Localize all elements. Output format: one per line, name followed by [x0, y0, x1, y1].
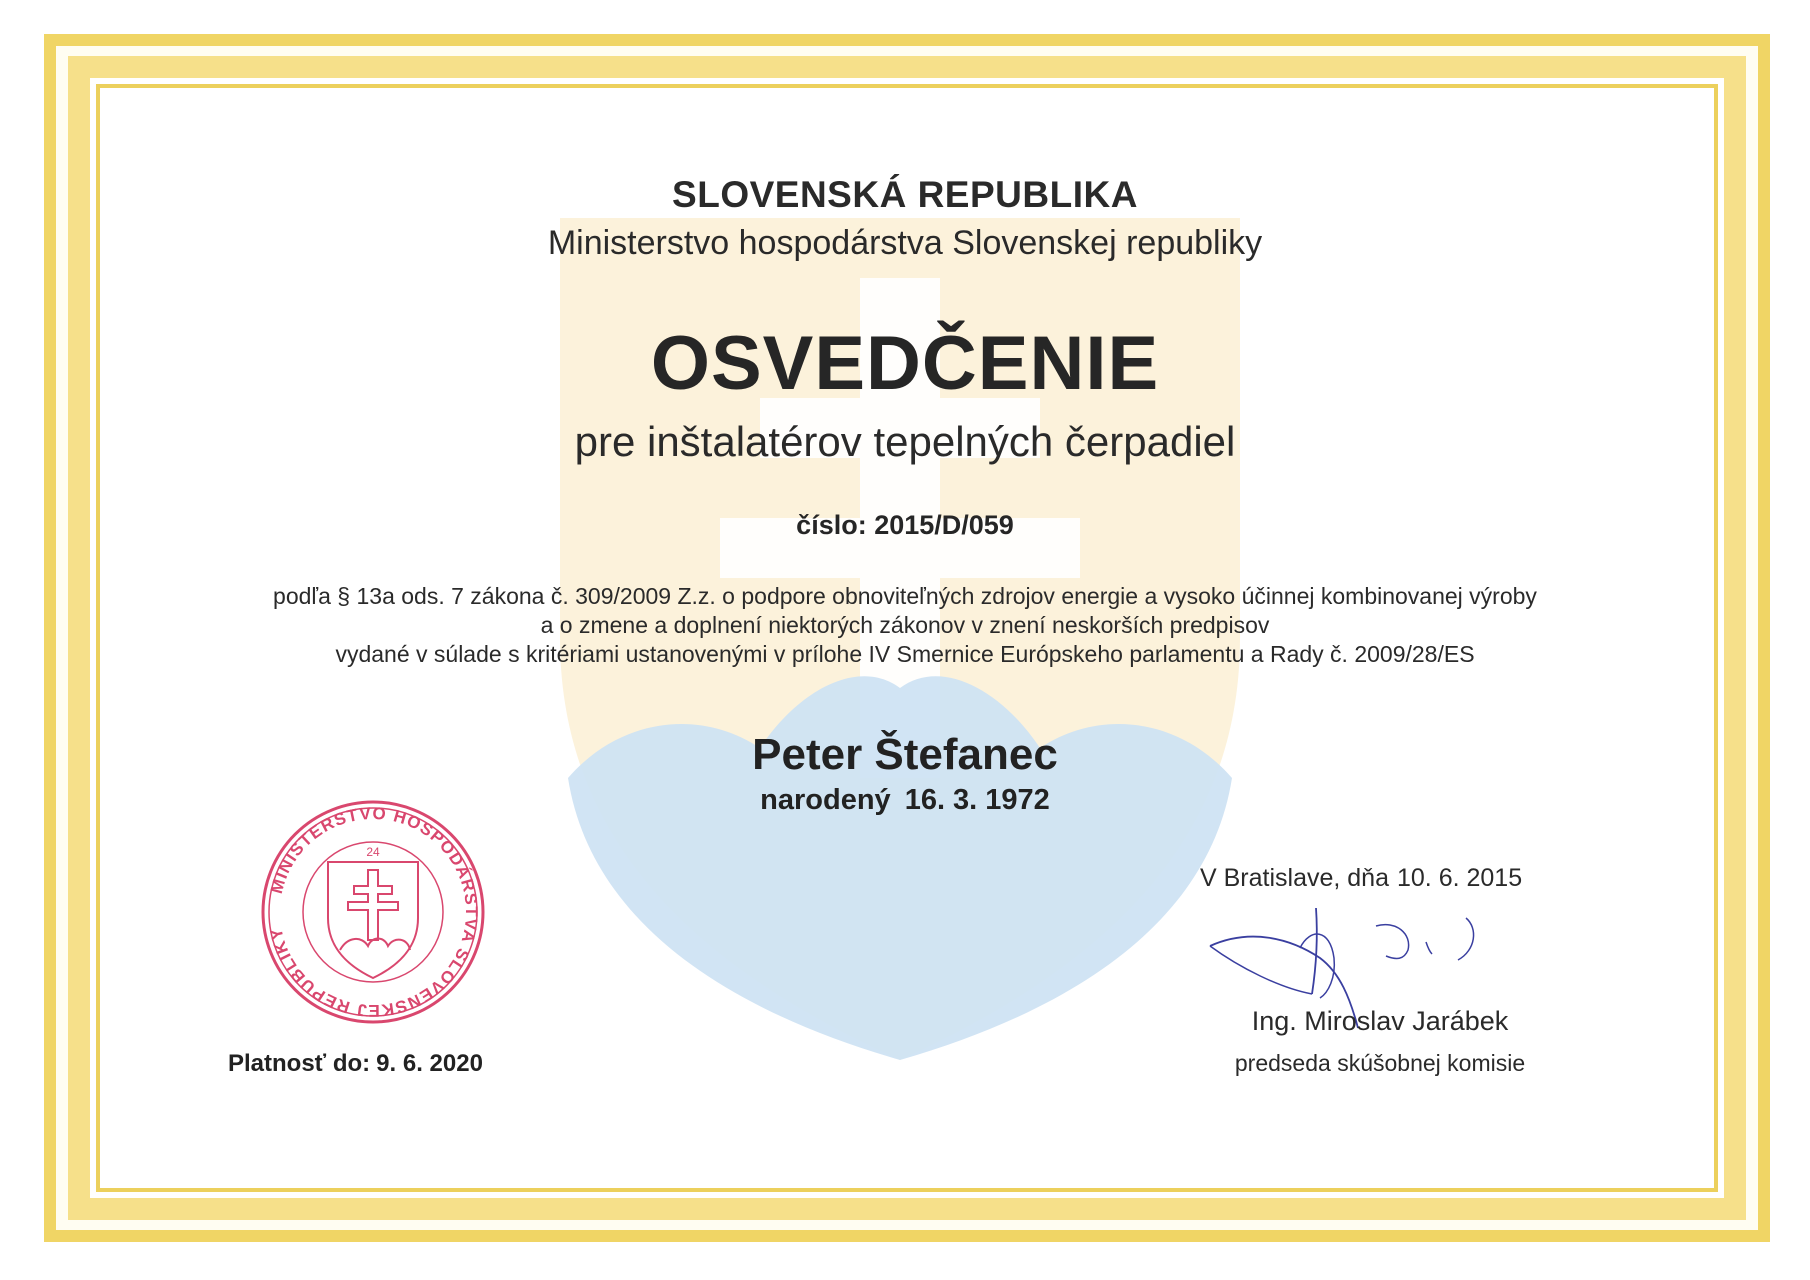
- issue-place-date: [1200, 864, 1560, 893]
- certificate-number: číslo: 2015/D/059: [796, 510, 1014, 540]
- stamp-number: 24: [366, 845, 380, 859]
- issue-place: V Bratislave, dňa: [1200, 864, 1389, 892]
- birth-label: narodený: [760, 784, 891, 816]
- stamp-ring-text: MINISTERSTVO HOSPODÁRSTVA SLOVENSKEJ REPUBLIKY: [266, 803, 482, 1021]
- ministry-stamp: [256, 800, 490, 1024]
- legal-line: a o zmene a doplnení niektorých zákonov v znení neskorších predpisov: [540, 612, 1270, 638]
- validity-label: Platnosť do:: [228, 1050, 371, 1077]
- birth-date: 16. 3. 1972: [904, 784, 1050, 816]
- holder-name: Peter Štefanec: [752, 730, 1058, 779]
- certificate-title: OSVEDČENIE: [650, 321, 1160, 406]
- certificate-subtitle: pre inštalatérov tepelných čerpadiel: [574, 418, 1236, 465]
- country-heading: SLOVENSKÁ REPUBLIKA: [672, 174, 1138, 215]
- validity-date: 9. 6. 2020: [376, 1050, 483, 1077]
- signer-name: Ing. Miroslav Jarábek: [1251, 1006, 1509, 1036]
- legal-line: podľa § 13a ods. 7 zákona č. 309/2009 Z.z. o podpore obnoviteľných zdrojov energie a vysoko účinnej kombinovanej výroby: [273, 583, 1537, 609]
- legal-basis: [150, 582, 1660, 669]
- issue-date: 10. 6. 2015: [1397, 864, 1523, 892]
- ministry-heading: Ministerstvo hospodárstva Slovenskej republiky: [547, 224, 1263, 262]
- stamp-shield-icon: [328, 862, 418, 978]
- stamp-cross-icon: [348, 870, 398, 940]
- validity: [228, 1050, 483, 1078]
- signer-role: predseda skúšobnej komisie: [1234, 1050, 1526, 1076]
- legal-line: vydané v súlade s kritériami ustanovenými v prílohe IV Smernice Európskeho parlamentu a Rady č. 2009/28/ES: [335, 641, 1475, 667]
